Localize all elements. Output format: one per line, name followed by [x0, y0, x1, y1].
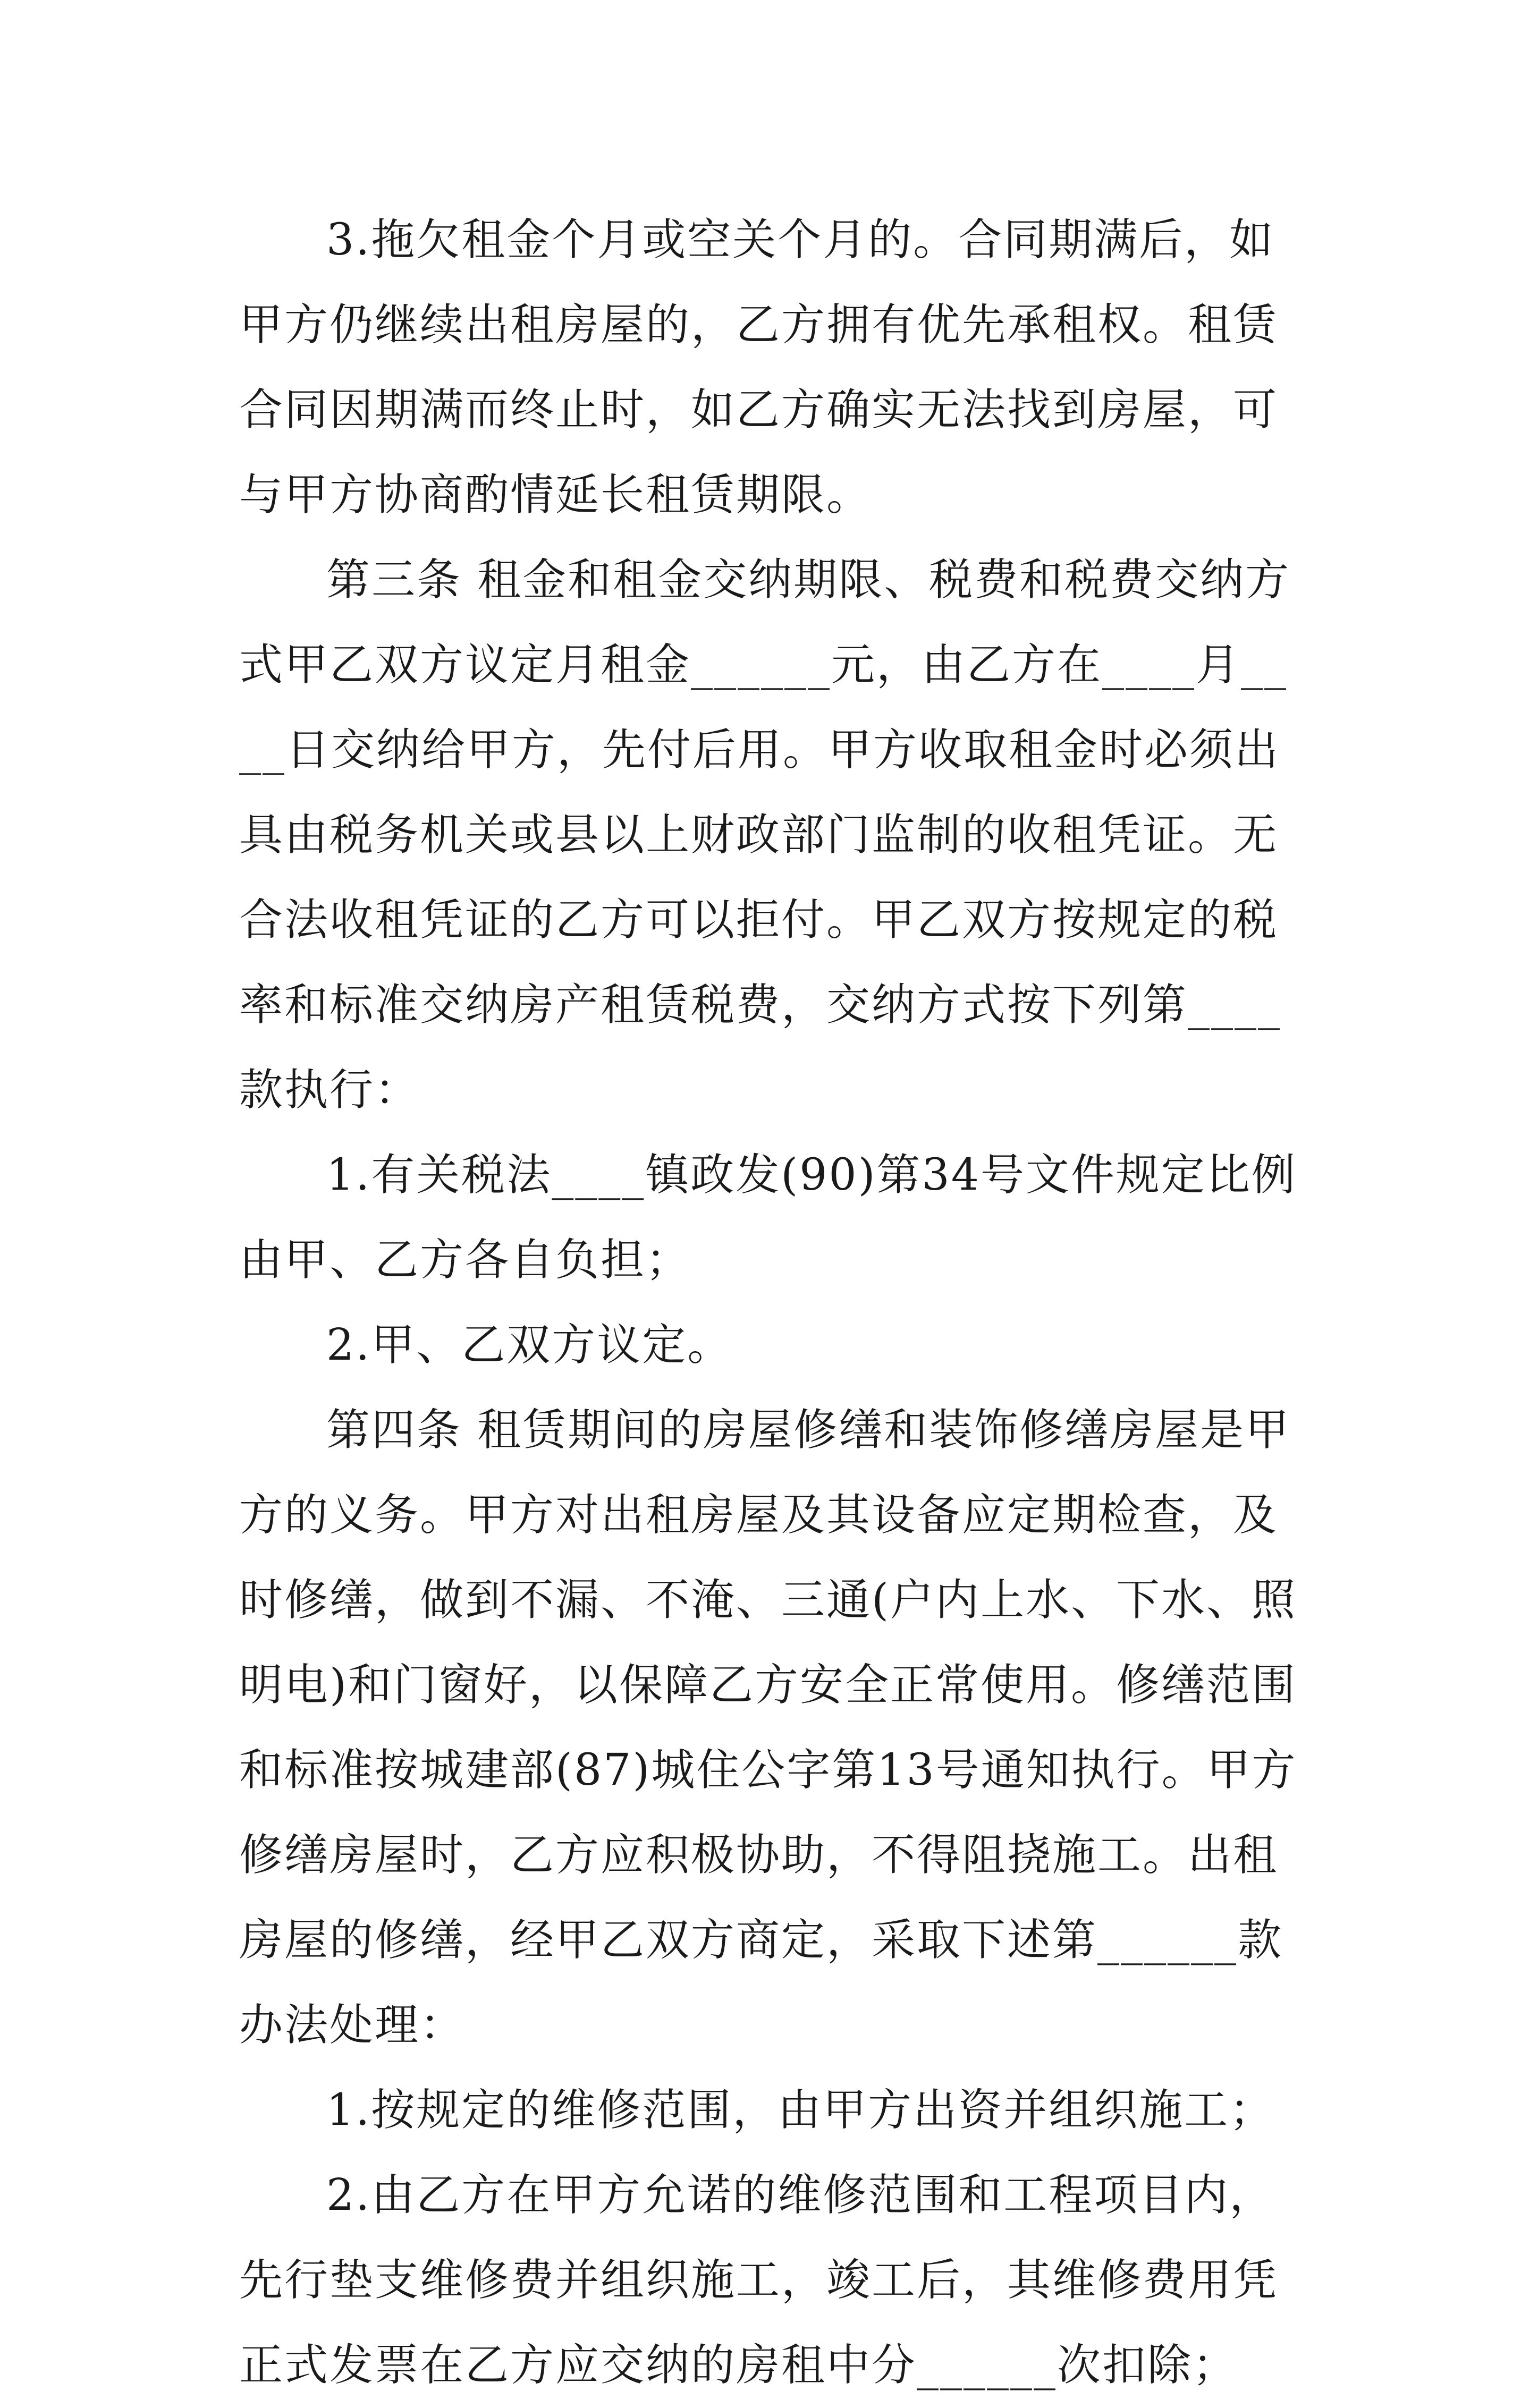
paragraph-article-3-item-2: 2.甲、乙双方议定。 — [326, 1320, 733, 1370]
paragraph-article-3: 第三条 租金和租金交纳期限、税费和税费交纳方式甲乙双方议定月租金______元，由乙方在____月____日交纳给甲方，先付后用。甲方收取租金时必须出具由税务机关或县以上财政部门监制的收租凭证。无合法收租凭证的乙方可以拒付。甲乙双方按规定的税率和标准交纳房产租赁税费，交纳方式按下列第____款执行： — [239, 555, 1291, 1115]
document-body — [239, 198, 1302, 2408]
paragraph-article-4: 第四条 租赁期间的房屋修缮和装饰修缮房屋是甲方的义务。甲方对出租房屋及其设备应定期检查，及时修缮，做到不漏、不淹、三通(户内上水、下水、照明电)和门窗好，以保障乙方安全正常使用。修缮范围和标准按城建部(87)城住公字第13号通知执行。甲方修缮房屋时，乙方应积极协助，不得阻挠施工。出租房屋的修缮，经甲乙双方商定，采取下述第______款办法处理： — [239, 1405, 1297, 2050]
paragraph-article-4-item-2: 2.由乙方在甲方允诺的维修范围和工程项目内，先行垫支维修费并组织施工，竣工后，其维修费用凭正式发票在乙方应交纳的房租中分______次扣除； — [239, 2170, 1279, 2390]
paragraph-article-4-item-1: 1.按规定的维修范围，由甲方出资并组织施工； — [326, 2085, 1275, 2135]
paragraph-article-3-item-1: 1.有关税法____镇政发(90)第34号文件规定比例由甲、乙方各自负担； — [239, 1150, 1297, 1285]
paragraph-clause-3-item-3: 3.拖欠租金个月或空关个月的。合同期满后，如甲方仍继续出租房屋的，乙方拥有优先承租权。租赁合同因期满而终止时，如乙方确实无法找到房屋，可与甲方协商酌情延长租赁期限。 — [239, 215, 1279, 520]
